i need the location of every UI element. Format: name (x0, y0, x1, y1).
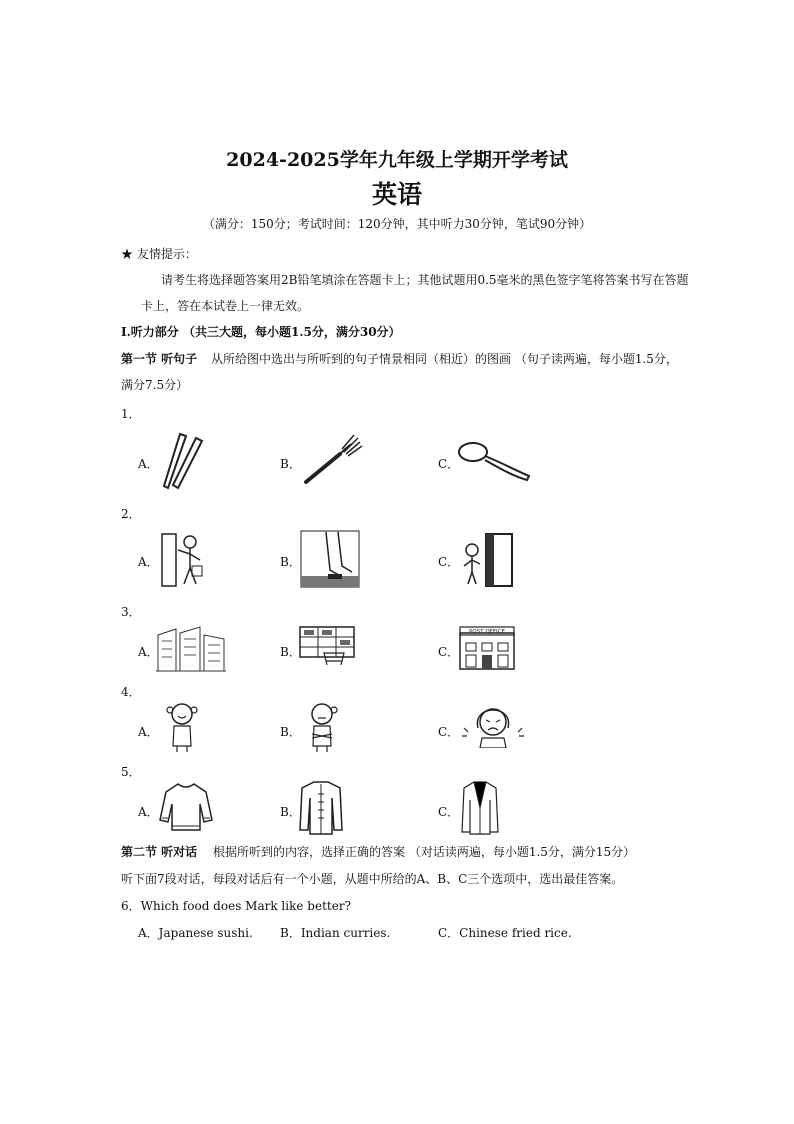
option-label: C． (438, 725, 460, 739)
girl-by-open-door-icon (460, 530, 516, 588)
option-label: C． (438, 555, 460, 569)
question-number: 2． (121, 507, 141, 521)
sweater-icon (158, 780, 214, 834)
section1-instruction-cont: 满分7.5分） (121, 378, 189, 392)
q6-question: 6．Which food does Mark like better? (121, 899, 351, 913)
section1-instruction: 从所给图中选出与所听到的句子情景相同（相近）的图画 （句子读两遍，每小题1.5分， (211, 352, 678, 366)
option-label: C． (438, 645, 460, 659)
option-label: B． (280, 645, 301, 659)
notice-label: ★ 友情提示： (121, 247, 197, 261)
fork-icon (300, 432, 365, 487)
chopsticks-icon (158, 432, 208, 490)
option-label: C． (438, 457, 460, 471)
spoon-icon (455, 438, 535, 483)
option-label: B． (280, 725, 301, 739)
subject-title: 英语 (371, 180, 422, 209)
option-label: A． (138, 457, 159, 471)
part1-heading: I.听力部分 （共三大题，每小题1.5分，满分30分） (121, 325, 401, 339)
q6-option-c: C．Chinese fried rice. (438, 926, 572, 940)
supermarket-icon (298, 625, 356, 667)
notice-line-1: 请考生将选择题答案用2B铅笔填涂在答题卡上；其他试题用0.5毫米的黑色签字笔将答案书写在答题 (161, 273, 689, 287)
option-label: B． (280, 805, 301, 819)
question-number: 1． (121, 407, 141, 421)
option-label: A． (138, 725, 159, 739)
option-label: A． (138, 805, 159, 819)
question-number: 3． (121, 605, 141, 619)
suit-jacket-icon (460, 780, 500, 836)
section2-instruction: 根据所听到的内容，选择正确的答案 （对话读两遍，每小题1.5分，满分15分） (213, 845, 636, 859)
street-scene-icon (156, 625, 226, 673)
girl-crying-icon (458, 698, 528, 748)
option-label: A． (138, 645, 159, 659)
q6-option-b: B．Indian curries. (280, 926, 391, 940)
girl-smiling-icon (165, 700, 199, 754)
notice-line-2: 卡上，答在本试卷上一律无效。 (141, 299, 310, 313)
exam-title: 2024-2025学年九年级上学期开学考试 (226, 149, 568, 171)
post-office-sign: POST OFFICE (469, 629, 505, 635)
q6-option-a: A．Japanese sushi. (138, 926, 253, 940)
option-label: B． (280, 457, 301, 471)
section2-line (121, 843, 635, 860)
section2-title: 第二节 听对话 (121, 845, 198, 859)
section1-line (121, 350, 678, 367)
section1-title: 第一节 听句子 (121, 352, 198, 366)
question-number: 4． (121, 685, 141, 699)
question-number: 5． (121, 765, 141, 779)
post-office-icon (458, 625, 516, 671)
option-label: C． (438, 805, 460, 819)
option-label: A． (138, 555, 159, 569)
chinese-jacket-icon (298, 780, 344, 836)
girl-arms-crossed-icon (304, 700, 340, 754)
legs-stepping-icon (300, 530, 360, 588)
option-label: B． (280, 555, 301, 569)
section2-line-2: 听下面7段对话，每段对话后有一个小题，从题中所给的A、B、C三个选项中，选出最佳答案。 (121, 872, 624, 886)
knocking-door-icon (160, 530, 208, 588)
exam-info: （满分：150分；考试时间：120分钟，其中听力30分钟，笔试90分钟） (202, 217, 592, 231)
